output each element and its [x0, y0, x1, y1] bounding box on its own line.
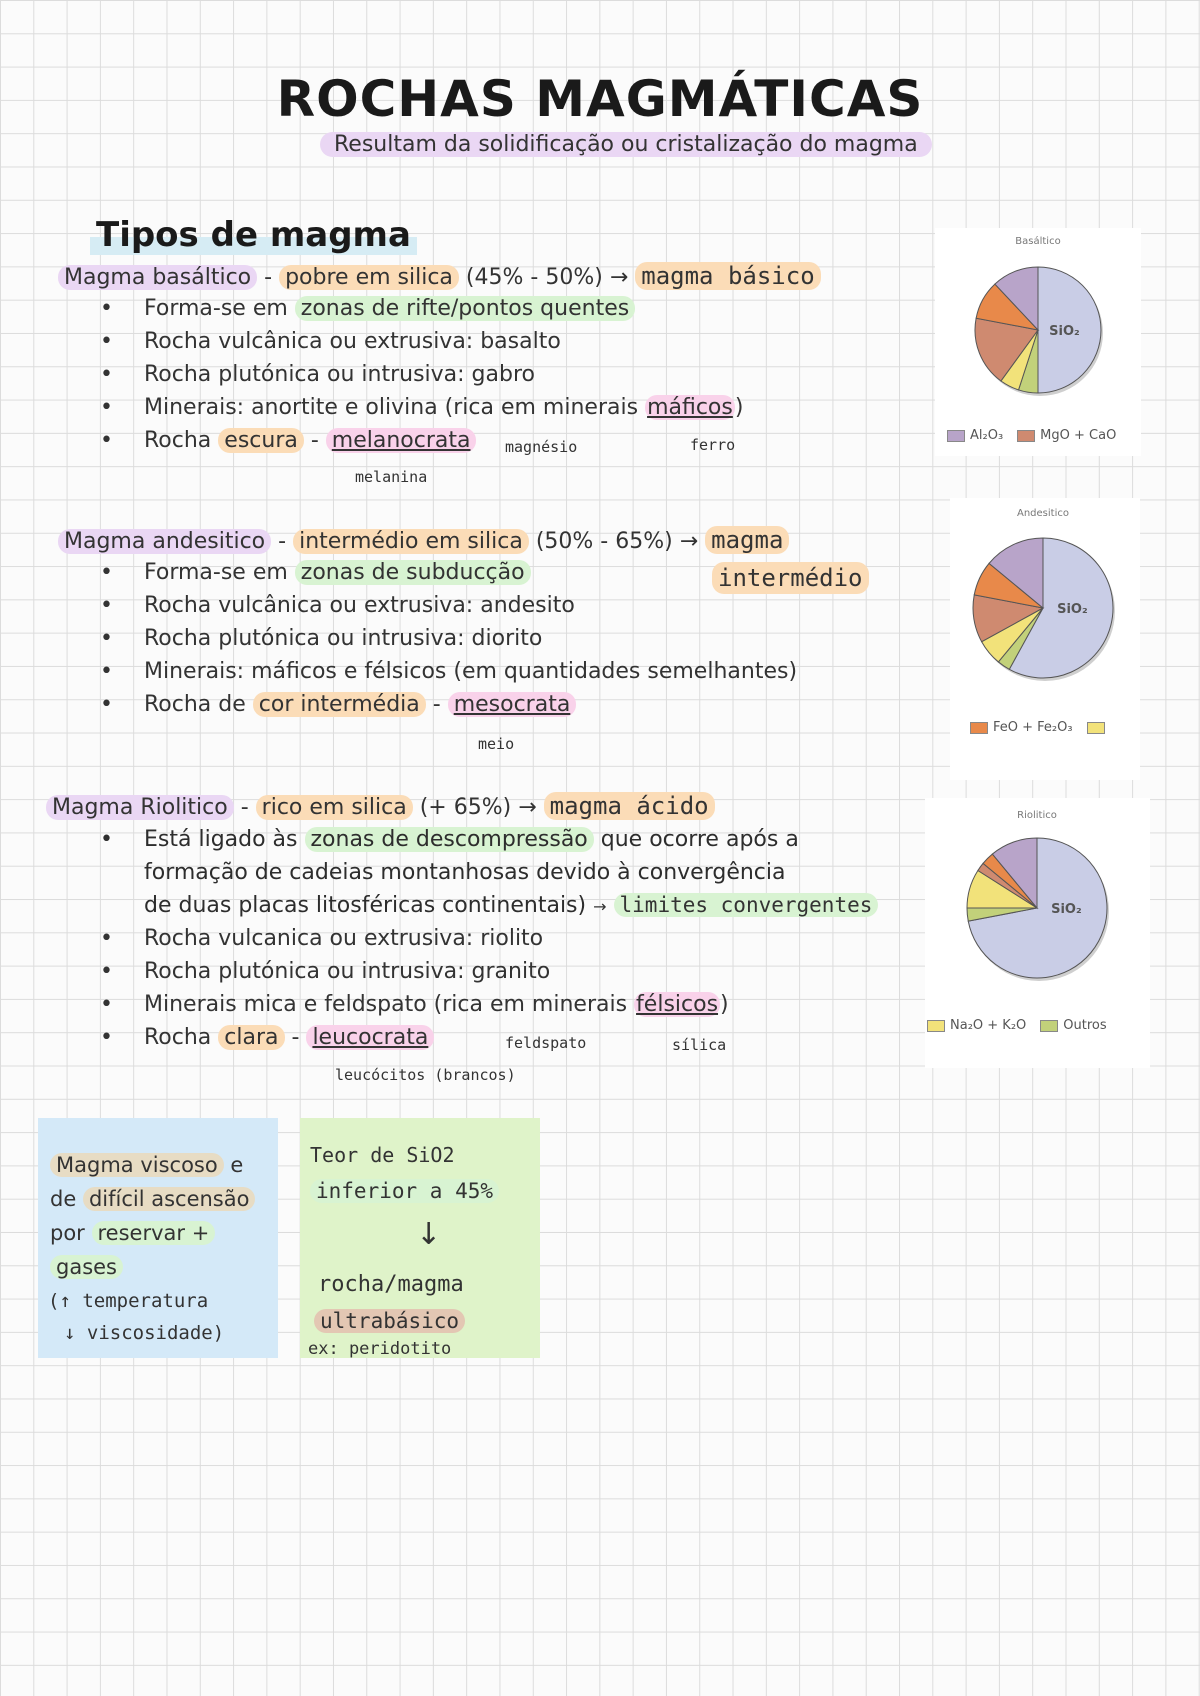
- note-line: ↓ viscosidade): [64, 1322, 225, 1344]
- slice-label: SiO₂: [1049, 324, 1080, 339]
- legend-swatch: [1087, 722, 1105, 734]
- note-card-ultrabasic: [300, 1118, 540, 1358]
- silica-level: intermédio em silica: [293, 529, 529, 554]
- note-line: de difícil ascensão: [50, 1182, 255, 1216]
- legend-item: [1087, 720, 1110, 735]
- arrow-icon: →: [518, 795, 537, 820]
- magma-name: Magma basáltico: [58, 265, 257, 290]
- note-line: por reservar +: [50, 1216, 215, 1250]
- legend-label: MgO + CaO: [1040, 428, 1117, 443]
- pie-legend: [927, 1018, 1121, 1033]
- legend-item: [947, 428, 1003, 443]
- riolitico-item-1: • Está ligado às zonas de descompressão que ocorre após a formação de cadeias montanhosas devido à convergência de duas placas litosféricas continentais) → limites convergentes: [100, 823, 878, 923]
- list-item: • Rocha de cor intermédia - mesocrata: [100, 688, 797, 721]
- magma-type: magma básico: [635, 262, 820, 290]
- magma-name: Magma Riolitico: [46, 795, 234, 820]
- note-line: ex: peridotito: [308, 1339, 452, 1359]
- legend-label: Al₂O₃: [970, 428, 1004, 443]
- page-title: ROCHAS MAGMÁTICAS: [276, 70, 924, 128]
- basaltico-list: [100, 292, 743, 457]
- list-item: • Rocha plutónica ou intrusiva: gabro: [100, 358, 743, 391]
- annotation-feldspato: feldspato: [505, 1034, 587, 1052]
- riolitico-header: [46, 790, 715, 824]
- pie-legend: [947, 428, 1130, 443]
- slice-label: SiO₂: [1051, 902, 1082, 917]
- arrow-icon: →: [679, 529, 699, 554]
- magma-type: magma: [705, 526, 789, 554]
- annotation-leucocitos: leucócitos (brancos): [335, 1066, 516, 1084]
- section-heading: Tipos de magma: [90, 215, 417, 255]
- list-item: • Rocha plutónica ou intrusiva: diorito: [100, 622, 797, 655]
- note-line: gases: [50, 1250, 123, 1284]
- andesitico-header: [58, 524, 789, 558]
- annotation-silica: sílica: [672, 1036, 727, 1054]
- legend-item: [970, 720, 1073, 735]
- note-line: ultrabásico: [314, 1304, 465, 1338]
- silica-level: pobre em silica: [279, 265, 459, 290]
- legend-swatch: [1040, 1020, 1058, 1032]
- andesitico-list: [100, 556, 797, 721]
- silica-level: rico em silica: [256, 795, 413, 820]
- list-item: • Minerais mica e feldspato (rica em minerais félsicos): [100, 988, 729, 1021]
- pie-svg: [950, 498, 1140, 698]
- annotation-magnesio: magnésio: [505, 438, 578, 456]
- magma-type-cont: intermédio: [712, 562, 869, 594]
- annotation-meio: meio: [478, 735, 515, 753]
- basaltico-header: [58, 260, 821, 294]
- pie-chart-riolitico: [925, 798, 1150, 1068]
- chart-title: Andesitico: [1017, 508, 1069, 519]
- note-line: inferior a 45%: [310, 1174, 499, 1208]
- legend-swatch: [947, 430, 965, 442]
- list-item: • Forma-se em zonas de subducção: [100, 556, 797, 589]
- list-item: • Rocha vulcânica ou extrusiva: basalto: [100, 325, 743, 358]
- list-item: • Minerais: máficos e félsicos (em quantidades semelhantes): [100, 655, 797, 688]
- note-line: Teor de SiO2: [310, 1143, 455, 1167]
- pie-chart-basaltico: [935, 228, 1141, 456]
- arrow-down-icon: ↓: [416, 1217, 442, 1252]
- list-item: • Rocha clara - leucocrata: [100, 1021, 729, 1054]
- annotation-melanina: melanina: [355, 468, 428, 486]
- note-card-viscosity: [38, 1118, 278, 1358]
- silica-percent: (+ 65%): [419, 795, 512, 820]
- list-item: • Rocha escura - melanocrata: [100, 424, 743, 457]
- tag-limites-convergentes: limites convergentes: [614, 893, 879, 917]
- chart-title: Riolitico: [1017, 810, 1057, 821]
- arrow-icon: →: [609, 265, 629, 290]
- riolitico-list: [100, 922, 729, 1054]
- page-subtitle: Resultam da solidificação ou cristalização do magma: [320, 132, 932, 157]
- note-line: rocha/magma: [318, 1272, 464, 1297]
- list-item: • Forma-se em zonas de rifte/pontos quentes: [100, 292, 743, 325]
- chart-title: Basáltico: [1015, 236, 1061, 247]
- legend-item: [1040, 1018, 1106, 1033]
- annotation-ferro: ferro: [690, 436, 736, 454]
- pie-svg: [925, 798, 1150, 998]
- magma-name: Magma andesitico: [58, 529, 271, 554]
- magma-type: magma ácido: [544, 792, 715, 820]
- list-item: • Rocha vulcânica ou extrusiva: andesito: [100, 589, 797, 622]
- legend-label: FeO + Fe₂O₃: [993, 720, 1073, 735]
- legend-swatch: [970, 722, 988, 734]
- note-line: Magma viscoso e: [50, 1148, 243, 1182]
- legend-label: Outros: [1063, 1018, 1107, 1033]
- legend-label: Na₂O + K₂O: [950, 1018, 1027, 1033]
- silica-percent: (50% - 65%): [535, 529, 673, 554]
- list-item: • Rocha plutónica ou intrusiva: granito: [100, 955, 729, 988]
- separator: -: [264, 265, 273, 290]
- legend-swatch: [927, 1020, 945, 1032]
- separator: -: [278, 529, 287, 554]
- legend-item: [1017, 428, 1116, 443]
- legend-swatch: [1017, 430, 1035, 442]
- separator: -: [240, 795, 249, 820]
- list-item: • Rocha vulcanica ou extrusiva: riolito: [100, 922, 729, 955]
- pie-svg: [935, 228, 1141, 418]
- pie-legend: [970, 720, 1124, 735]
- pie-chart-andesitico: [950, 498, 1140, 780]
- list-item: • Minerais: anortite e olivina (rica em minerais máficos): [100, 391, 743, 424]
- silica-percent: (45% - 50%): [465, 265, 603, 290]
- legend-item: [927, 1018, 1026, 1033]
- note-line: (↑ temperatura: [48, 1290, 209, 1312]
- slice-label: SiO₂: [1057, 602, 1088, 617]
